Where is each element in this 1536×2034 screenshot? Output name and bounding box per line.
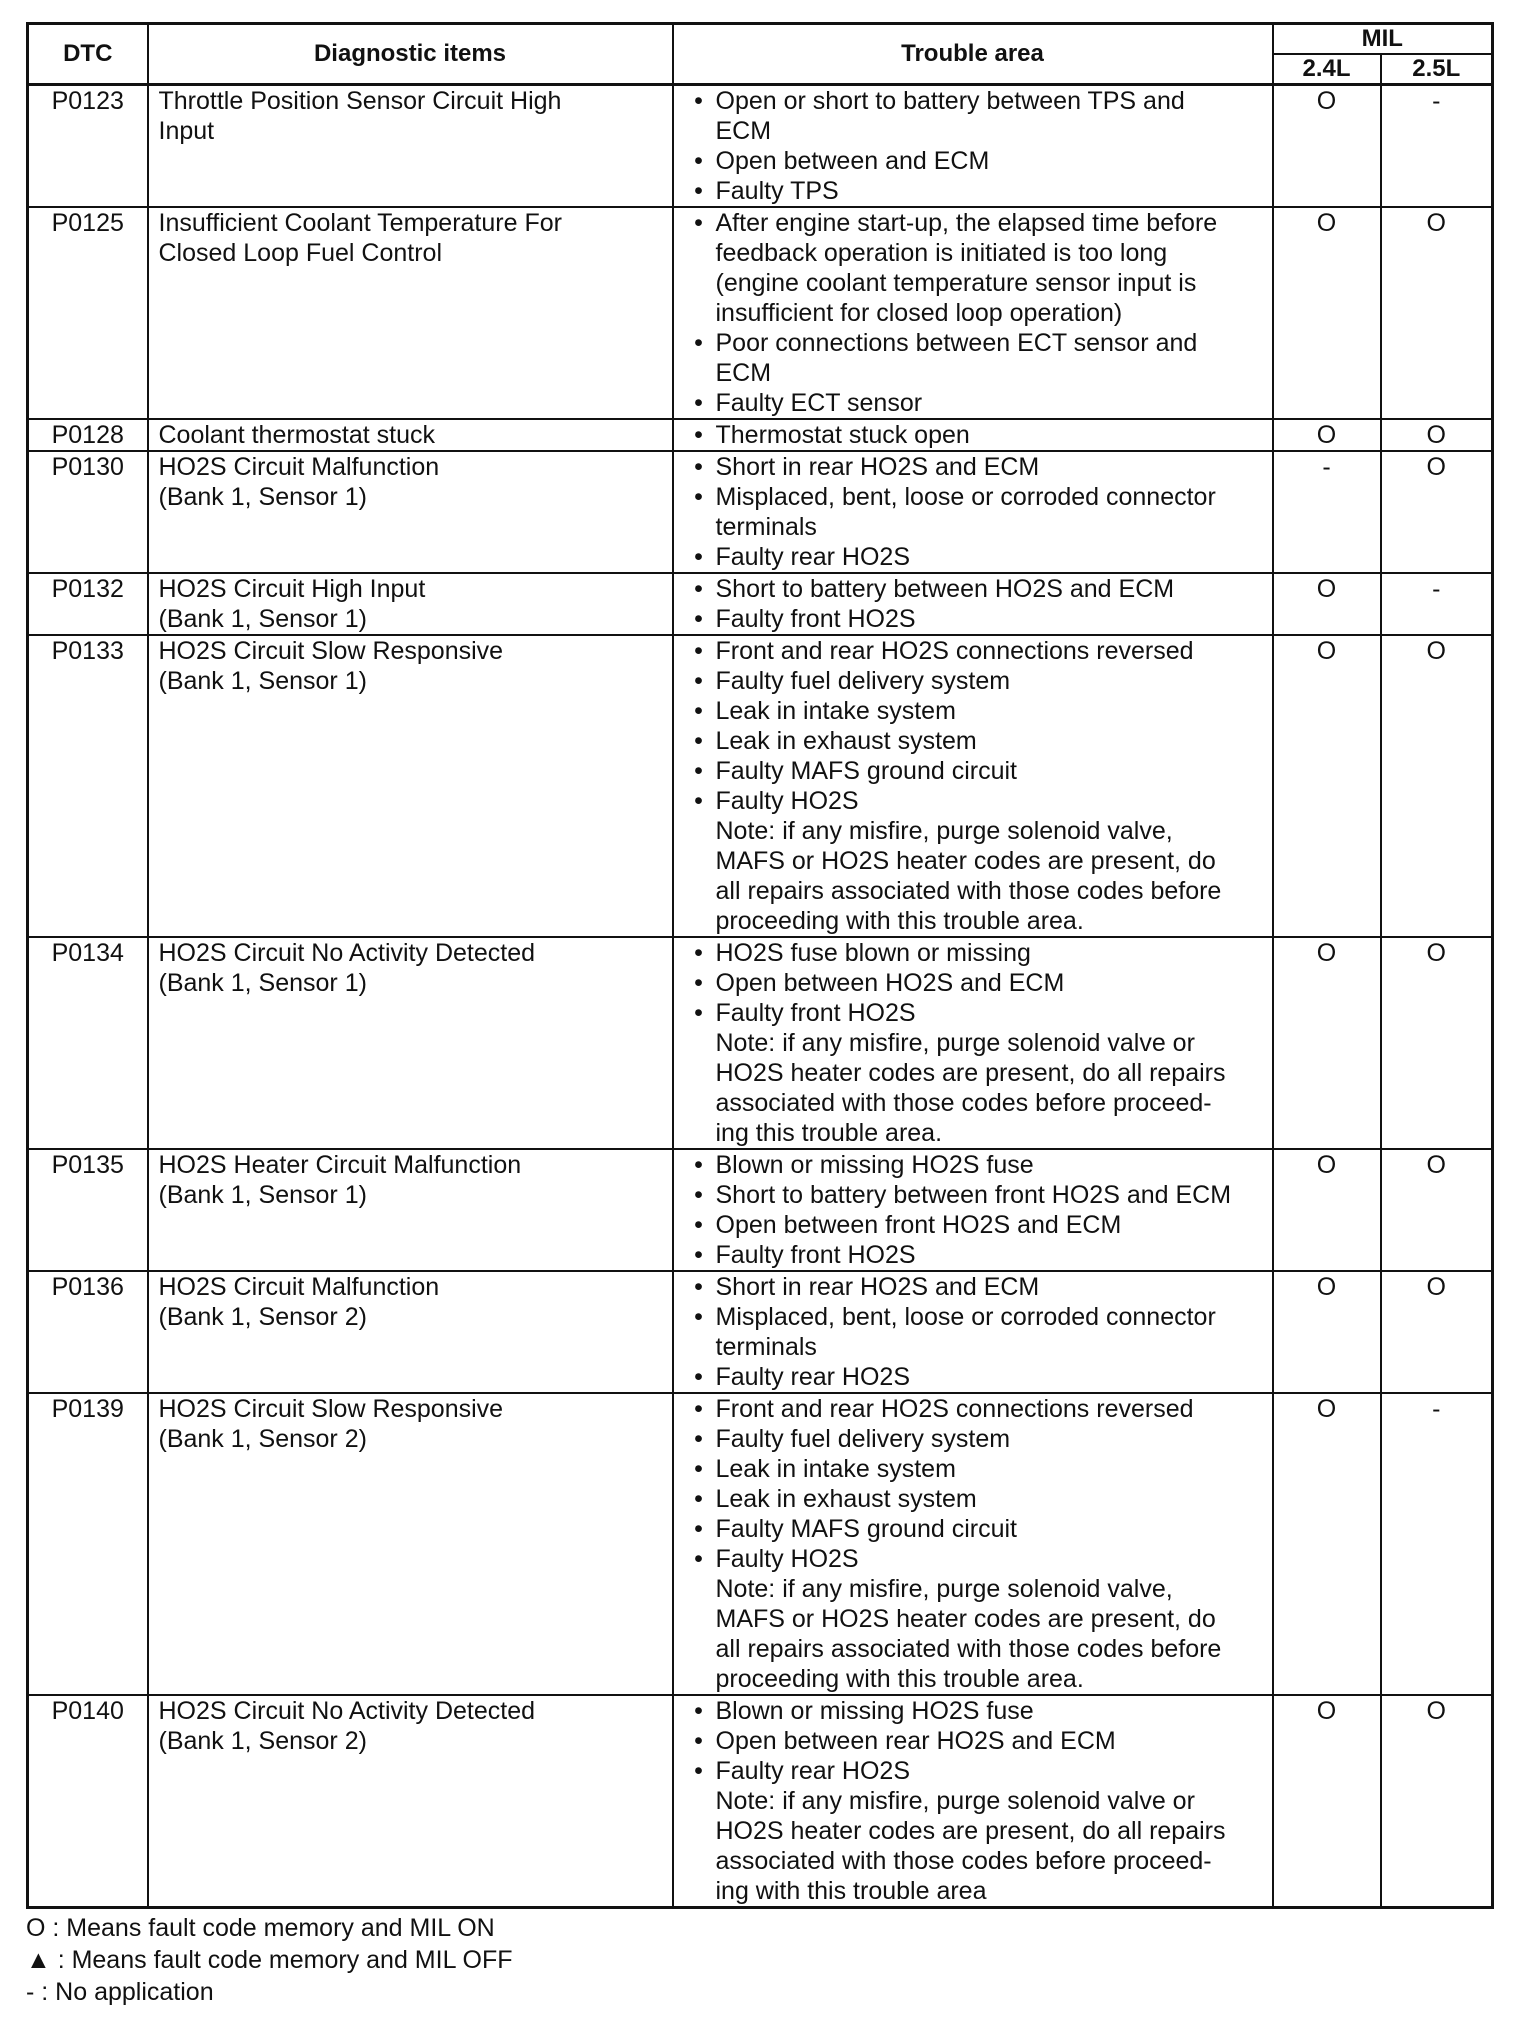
diagnostic-item <box>148 1149 673 1271</box>
bullet-icon: • <box>694 177 703 205</box>
trouble-area <box>673 1393 1273 1695</box>
bullet-icon: • <box>694 87 703 115</box>
bullet-icon: • <box>694 483 703 511</box>
bullet-icon: • <box>694 147 703 175</box>
trouble-text: Faulty front HO2S <box>715 999 916 1027</box>
trouble-bullet-item <box>682 756 1262 786</box>
trouble-bullet-item <box>682 1756 1262 1786</box>
trouble-text: Blown or missing HO2S fuse <box>715 1697 1034 1725</box>
trouble-continuation-line <box>682 268 1262 298</box>
mil-2-5l-value: - <box>1381 85 1493 208</box>
table-row <box>28 1393 1493 1695</box>
trouble-text: Leak in exhaust system <box>715 1485 977 1513</box>
diagnostic-item-line: Throttle Position Sensor Circuit High <box>158 87 562 115</box>
trouble-text: Note: if any misfire, purge solenoid valve, <box>715 1575 1173 1603</box>
bullet-icon: • <box>694 1241 703 1269</box>
trouble-text: terminals <box>715 513 817 541</box>
dtc-table <box>26 22 1494 1909</box>
mil-2-5l-value: O <box>1381 1271 1493 1393</box>
bullet-icon: • <box>694 453 703 481</box>
mil-2-5l-value: O <box>1381 635 1493 937</box>
legend-mil-on: O : Means fault code memory and MIL ON <box>26 1914 495 1942</box>
trouble-continuation-line <box>682 846 1262 876</box>
mil-2-4l-value: O <box>1273 1695 1381 1908</box>
trouble-text: HO2S fuse blown or missing <box>715 939 1031 967</box>
header-diagnostic-items: Diagnostic items <box>148 24 673 85</box>
bullet-icon: • <box>694 1273 703 1301</box>
table-row <box>28 1695 1493 1908</box>
table-row <box>28 573 1493 635</box>
trouble-area <box>673 419 1273 451</box>
bullet-icon: • <box>694 605 703 633</box>
trouble-text: ing this trouble area. <box>715 1119 943 1147</box>
trouble-text: Blown or missing HO2S fuse <box>715 1151 1034 1179</box>
diagnostic-item-line: HO2S Circuit Malfunction <box>158 1273 440 1301</box>
trouble-text: Leak in exhaust system <box>715 727 977 755</box>
trouble-continuation-line <box>682 876 1262 906</box>
trouble-text: Note: if any misfire, purge solenoid valve or <box>715 1029 1195 1057</box>
trouble-text: all repairs associated with those codes before <box>715 877 1222 905</box>
trouble-text: Faulty TPS <box>715 177 839 205</box>
diagnostic-item <box>148 573 673 635</box>
trouble-bullet-item <box>682 1454 1262 1484</box>
diagnostic-item-line: HO2S Circuit No Activity Detected <box>158 939 536 967</box>
diagnostic-item <box>148 635 673 937</box>
mil-2-4l-value: O <box>1273 1271 1381 1393</box>
trouble-continuation-line <box>682 1876 1262 1906</box>
header-mil-2-5l: 2.5L <box>1381 54 1493 85</box>
trouble-continuation-line <box>682 1604 1262 1634</box>
trouble-bullet-item <box>682 542 1262 572</box>
trouble-area <box>673 1149 1273 1271</box>
diagnostic-item-line: HO2S Circuit Slow Responsive <box>158 637 504 665</box>
diagnostic-item-line: (Bank 1, Sensor 1) <box>158 667 367 695</box>
trouble-text: ECM <box>715 359 772 387</box>
table-row <box>28 207 1493 419</box>
trouble-area <box>673 207 1273 419</box>
legend-no-application: - : No application <box>26 1978 214 2006</box>
trouble-text: Open or short to battery between TPS and <box>715 87 1185 115</box>
trouble-text: terminals <box>715 1333 817 1361</box>
trouble-bullet-item <box>682 482 1262 512</box>
header-mil-2-4l: 2.4L <box>1273 54 1381 85</box>
dtc-code: P0135 <box>28 1149 148 1271</box>
trouble-text: insufficient for closed loop operation) <box>715 299 1123 327</box>
dtc-code: P0128 <box>28 419 148 451</box>
mil-2-4l-value: O <box>1273 937 1381 1149</box>
trouble-text: Faulty MAFS ground circuit <box>715 1515 1017 1543</box>
trouble-area <box>673 573 1273 635</box>
bullet-icon: • <box>694 1545 703 1573</box>
mil-2-5l-value: O <box>1381 937 1493 1149</box>
bullet-icon: • <box>694 1455 703 1483</box>
mil-2-4l-value: O <box>1273 419 1381 451</box>
bullet-icon: • <box>694 1151 703 1179</box>
trouble-continuation-line <box>682 1574 1262 1604</box>
trouble-text: proceeding with this trouble area. <box>715 1665 1084 1693</box>
table-header <box>28 24 1493 85</box>
trouble-bullet-item <box>682 86 1262 116</box>
mil-2-5l-value: O <box>1381 1695 1493 1908</box>
mil-2-4l-value: O <box>1273 573 1381 635</box>
trouble-bullet-item <box>682 1210 1262 1240</box>
trouble-area <box>673 451 1273 573</box>
bullet-icon: • <box>694 999 703 1027</box>
diagnostic-item-line: Input <box>158 117 215 145</box>
trouble-text: Short to battery between HO2S and ECM <box>715 575 1175 603</box>
bullet-icon: • <box>694 697 703 725</box>
dtc-code: P0139 <box>28 1393 148 1695</box>
trouble-bullet-item <box>682 176 1262 206</box>
bullet-icon: • <box>694 1485 703 1513</box>
dtc-code: P0133 <box>28 635 148 937</box>
diagnostic-item <box>148 419 673 451</box>
trouble-continuation-line <box>682 1664 1262 1694</box>
legend <box>26 1912 513 2008</box>
trouble-continuation-line <box>682 116 1262 146</box>
trouble-text: Short in rear HO2S and ECM <box>715 1273 1040 1301</box>
trouble-text: Misplaced, bent, loose or corroded connector <box>715 483 1216 511</box>
trouble-continuation-line <box>682 1816 1262 1846</box>
trouble-text: Short in rear HO2S and ECM <box>715 453 1040 481</box>
trouble-bullet-item <box>682 968 1262 998</box>
mil-2-5l-value: - <box>1381 1393 1493 1695</box>
trouble-bullet-item <box>682 146 1262 176</box>
diagnostic-item <box>148 1271 673 1393</box>
mil-2-5l-value: - <box>1381 573 1493 635</box>
trouble-area <box>673 1271 1273 1393</box>
trouble-continuation-line <box>682 1846 1262 1876</box>
diagnostic-item <box>148 1393 673 1695</box>
table-body <box>28 85 1493 1908</box>
trouble-continuation-line <box>682 1786 1262 1816</box>
trouble-continuation-line <box>682 1058 1262 1088</box>
dtc-code: P0123 <box>28 85 148 208</box>
trouble-bullet-item <box>682 1424 1262 1454</box>
diagnostic-item-line: (Bank 1, Sensor 2) <box>158 1425 367 1453</box>
trouble-text: Leak in intake system <box>715 1455 956 1483</box>
trouble-text: Open between rear HO2S and ECM <box>715 1727 1116 1755</box>
trouble-text: Faulty rear HO2S <box>715 543 911 571</box>
trouble-text: all repairs associated with those codes before <box>715 1635 1222 1663</box>
trouble-bullet-item <box>682 1272 1262 1302</box>
trouble-text: proceeding with this trouble area. <box>715 907 1084 935</box>
trouble-text: feedback operation is initiated is too long <box>715 239 1168 267</box>
trouble-text: Leak in intake system <box>715 697 956 725</box>
diagnostic-item-line: (Bank 1, Sensor 1) <box>158 483 367 511</box>
trouble-continuation-line <box>682 1088 1262 1118</box>
trouble-text: MAFS or HO2S heater codes are present, do <box>715 847 1216 875</box>
trouble-text: Faulty fuel delivery system <box>715 667 1011 695</box>
bullet-icon: • <box>694 939 703 967</box>
trouble-bullet-item <box>682 696 1262 726</box>
trouble-text: MAFS or HO2S heater codes are present, do <box>715 1605 1216 1633</box>
trouble-text: associated with those codes before proceed- <box>715 1847 1212 1875</box>
trouble-text: Misplaced, bent, loose or corroded connector <box>715 1303 1216 1331</box>
mil-2-5l-value: O <box>1381 451 1493 573</box>
trouble-bullet-item <box>682 208 1262 238</box>
table-row <box>28 1149 1493 1271</box>
trouble-text: Poor connections between ECT sensor and <box>715 329 1198 357</box>
trouble-text: HO2S heater codes are present, do all repairs <box>715 1059 1226 1087</box>
legend-mil-off: ▲ : Means fault code memory and MIL OFF <box>26 1946 513 1974</box>
diagnostic-item-line: (Bank 1, Sensor 2) <box>158 1727 367 1755</box>
trouble-text: Faulty ECT sensor <box>715 389 923 417</box>
trouble-text: Short to battery between front HO2S and ECM <box>715 1181 1232 1209</box>
bullet-icon: • <box>694 543 703 571</box>
diagnostic-item-line: Closed Loop Fuel Control <box>158 239 442 267</box>
dtc-code: P0134 <box>28 937 148 1149</box>
trouble-bullet-item <box>682 636 1262 666</box>
bullet-icon: • <box>694 1211 703 1239</box>
trouble-bullet-item <box>682 1240 1262 1270</box>
trouble-bullet-item <box>682 1696 1262 1726</box>
diagnostic-item-line: (Bank 1, Sensor 1) <box>158 605 367 633</box>
trouble-continuation-line <box>682 906 1262 936</box>
diagnostic-item-line: HO2S Heater Circuit Malfunction <box>158 1151 522 1179</box>
bullet-icon: • <box>694 209 703 237</box>
trouble-bullet-item <box>682 452 1262 482</box>
trouble-text: Faulty MAFS ground circuit <box>715 757 1017 785</box>
mil-2-4l-value: - <box>1273 451 1381 573</box>
trouble-bullet-item <box>682 604 1262 634</box>
mil-2-4l-value: O <box>1273 635 1381 937</box>
dtc-code: P0125 <box>28 207 148 419</box>
trouble-text: After engine start-up, the elapsed time before <box>715 209 1218 237</box>
trouble-text: Faulty front HO2S <box>715 1241 916 1269</box>
diagnostic-item-line: Insufficient Coolant Temperature For <box>158 209 562 237</box>
bullet-icon: • <box>694 329 703 357</box>
trouble-area <box>673 635 1273 937</box>
trouble-bullet-item <box>682 1394 1262 1424</box>
bullet-icon: • <box>694 757 703 785</box>
trouble-continuation-line <box>682 1118 1262 1148</box>
bullet-icon: • <box>694 787 703 815</box>
trouble-bullet-item <box>682 1484 1262 1514</box>
trouble-continuation-line <box>682 816 1262 846</box>
trouble-text: Faulty HO2S <box>715 1545 859 1573</box>
diagnostic-item <box>148 937 673 1149</box>
diagnostic-item <box>148 451 673 573</box>
trouble-text: Thermostat stuck open <box>715 421 970 449</box>
trouble-bullet-item <box>682 1726 1262 1756</box>
trouble-bullet-item <box>682 1362 1262 1392</box>
diagnostic-item-line: HO2S Circuit High Input <box>158 575 426 603</box>
bullet-icon: • <box>694 1181 703 1209</box>
diagnostic-item-line: Coolant thermostat stuck <box>158 421 436 449</box>
trouble-bullet-item <box>682 388 1262 418</box>
trouble-text: Faulty rear HO2S <box>715 1363 911 1391</box>
bullet-icon: • <box>694 637 703 665</box>
bullet-icon: • <box>694 1395 703 1423</box>
diagnostic-item <box>148 85 673 208</box>
trouble-continuation-line <box>682 1028 1262 1058</box>
trouble-text: ing with this trouble area <box>715 1877 987 1905</box>
trouble-text: Front and rear HO2S connections reversed <box>715 1395 1194 1423</box>
bullet-icon: • <box>694 1757 703 1785</box>
trouble-text: Open between and ECM <box>715 147 990 175</box>
table-row <box>28 937 1493 1149</box>
trouble-continuation-line <box>682 512 1262 542</box>
trouble-area <box>673 937 1273 1149</box>
trouble-text: (engine coolant temperature sensor input is <box>715 269 1197 297</box>
dtc-code: P0130 <box>28 451 148 573</box>
trouble-text: Open between HO2S and ECM <box>715 969 1065 997</box>
trouble-text: Note: if any misfire, purge solenoid valve, <box>715 817 1173 845</box>
dtc-code: P0136 <box>28 1271 148 1393</box>
trouble-text: Faulty front HO2S <box>715 605 916 633</box>
header-dtc: DTC <box>28 24 148 85</box>
bullet-icon: • <box>694 1697 703 1725</box>
trouble-bullet-item <box>682 574 1262 604</box>
dtc-code: P0132 <box>28 573 148 635</box>
trouble-bullet-item <box>682 1302 1262 1332</box>
trouble-bullet-item <box>682 1150 1262 1180</box>
header-trouble-area: Trouble area <box>673 24 1273 85</box>
trouble-continuation-line <box>682 1332 1262 1362</box>
bullet-icon: • <box>694 727 703 755</box>
bullet-icon: • <box>694 421 703 449</box>
diagnostic-item-line: (Bank 1, Sensor 1) <box>158 1181 367 1209</box>
bullet-icon: • <box>694 1425 703 1453</box>
trouble-bullet-item <box>682 1514 1262 1544</box>
trouble-bullet-item <box>682 1180 1262 1210</box>
trouble-text: HO2S heater codes are present, do all repairs <box>715 1817 1226 1845</box>
dtc-code: P0140 <box>28 1695 148 1908</box>
bullet-icon: • <box>694 969 703 997</box>
diagnostic-item-line: HO2S Circuit Slow Responsive <box>158 1395 504 1423</box>
bullet-icon: • <box>694 1727 703 1755</box>
trouble-continuation-line <box>682 1634 1262 1664</box>
bullet-icon: • <box>694 1363 703 1391</box>
bullet-icon: • <box>694 667 703 695</box>
diagnostic-item <box>148 1695 673 1908</box>
trouble-text: Faulty rear HO2S <box>715 1757 911 1785</box>
bullet-icon: • <box>694 1303 703 1331</box>
trouble-bullet-item <box>682 420 1262 450</box>
trouble-bullet-item <box>682 786 1262 816</box>
trouble-continuation-line <box>682 298 1262 328</box>
mil-2-5l-value: O <box>1381 419 1493 451</box>
trouble-text: Faulty HO2S <box>715 787 859 815</box>
diagnostic-item <box>148 207 673 419</box>
mil-2-4l-value: O <box>1273 85 1381 208</box>
bullet-icon: • <box>694 575 703 603</box>
mil-2-4l-value: O <box>1273 207 1381 419</box>
diagnostic-item-line: HO2S Circuit Malfunction <box>158 453 440 481</box>
mil-2-4l-value: O <box>1273 1393 1381 1695</box>
bullet-icon: • <box>694 1515 703 1543</box>
table-row <box>28 1271 1493 1393</box>
trouble-text: associated with those codes before proceed- <box>715 1089 1212 1117</box>
trouble-text: Note: if any misfire, purge solenoid valve or <box>715 1787 1195 1815</box>
mil-2-4l-value: O <box>1273 1149 1381 1271</box>
table-row <box>28 451 1493 573</box>
trouble-continuation-line <box>682 358 1262 388</box>
trouble-bullet-item <box>682 1544 1262 1574</box>
trouble-bullet-item <box>682 666 1262 696</box>
diagnostic-item-line: HO2S Circuit No Activity Detected <box>158 1697 536 1725</box>
diagnostic-item-line: (Bank 1, Sensor 1) <box>158 969 367 997</box>
trouble-text: Front and rear HO2S connections reversed <box>715 637 1194 665</box>
diagnostic-item-line: (Bank 1, Sensor 2) <box>158 1303 367 1331</box>
trouble-bullet-item <box>682 328 1262 358</box>
trouble-bullet-item <box>682 938 1262 968</box>
table-row <box>28 635 1493 937</box>
trouble-bullet-item <box>682 998 1262 1028</box>
trouble-continuation-line <box>682 238 1262 268</box>
trouble-area <box>673 85 1273 208</box>
trouble-text: ECM <box>715 117 772 145</box>
trouble-text: Faulty fuel delivery system <box>715 1425 1011 1453</box>
mil-2-5l-value: O <box>1381 1149 1493 1271</box>
trouble-area <box>673 1695 1273 1908</box>
trouble-bullet-item <box>682 726 1262 756</box>
trouble-text: Open between front HO2S and ECM <box>715 1211 1122 1239</box>
header-mil: MIL <box>1273 24 1493 55</box>
table-row <box>28 85 1493 208</box>
mil-2-5l-value: O <box>1381 207 1493 419</box>
bullet-icon: • <box>694 389 703 417</box>
table-row <box>28 419 1493 451</box>
